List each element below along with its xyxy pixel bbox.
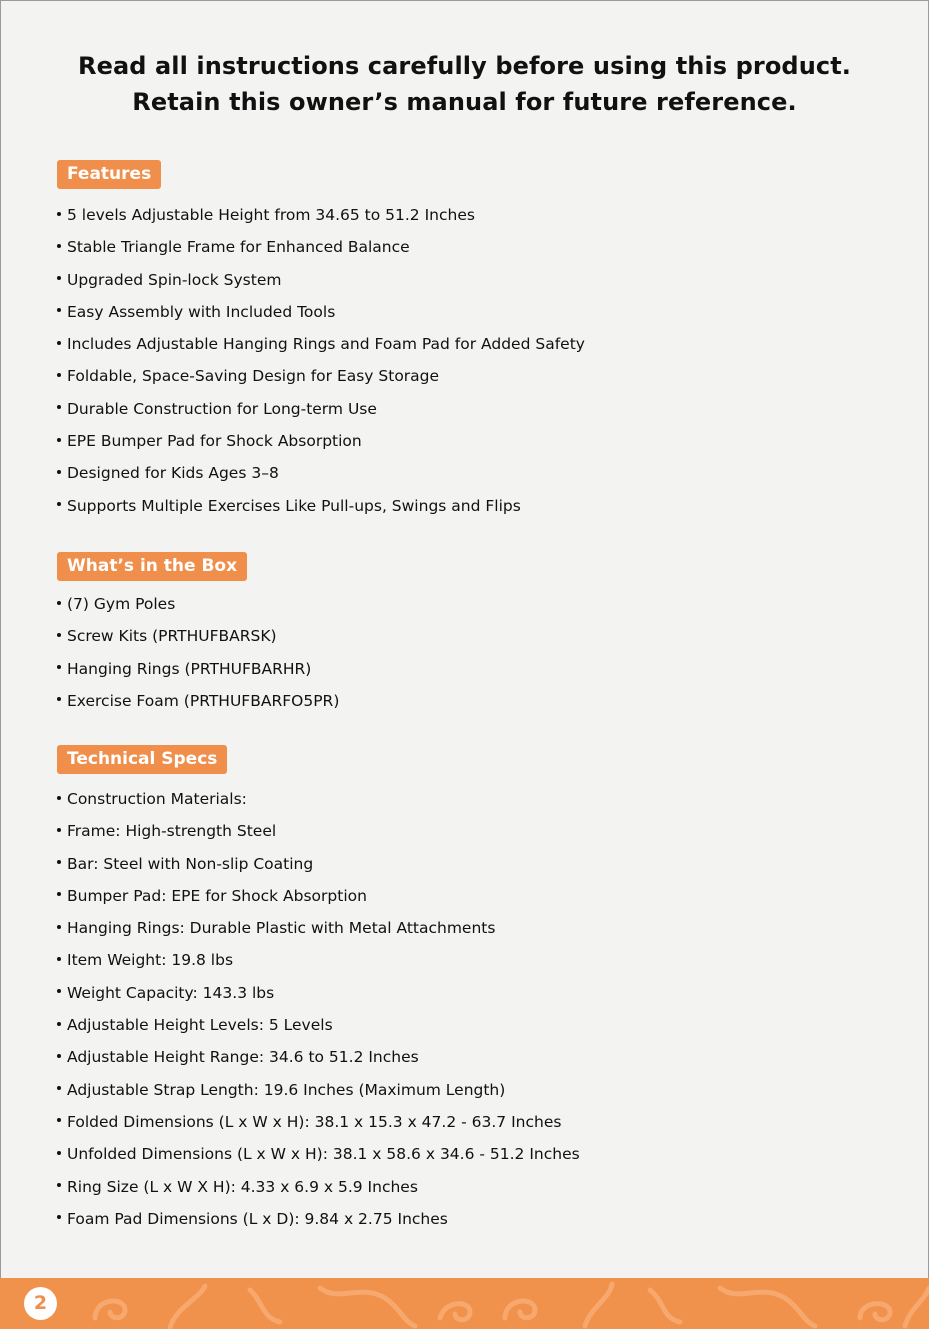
list-item xyxy=(57,296,585,328)
bullet-icon xyxy=(57,308,61,312)
bullet-icon xyxy=(57,373,61,377)
box-contents-section xyxy=(57,552,339,717)
list-item-text: Unfolded Dimensions (L x W x H): 38.1 x 58.6 x 34.6 - 51.2 Inches xyxy=(67,1145,580,1164)
list-item xyxy=(57,328,585,360)
list-item-text: Weight Capacity: 143.3 lbs xyxy=(67,983,275,1002)
list-item-text: Exercise Foam (PRTHUFBARFO5PR) xyxy=(67,691,340,710)
page-number: 2 xyxy=(24,1287,57,1320)
list-item-text: Bumper Pad: EPE for Shock Absorption xyxy=(67,886,367,905)
bullet-icon xyxy=(57,633,61,637)
list-item xyxy=(57,685,339,717)
list-item-text: Durable Construction for Long-term Use xyxy=(67,399,377,418)
bullet-icon xyxy=(57,665,61,669)
list-item-text: Foam Pad Dimensions (L x D): 9.84 x 2.75 Inches xyxy=(67,1209,448,1228)
list-item-text: EPE Bumper Pad for Shock Absorption xyxy=(67,432,362,451)
list-item xyxy=(57,588,339,620)
list-item xyxy=(57,783,580,815)
list-item xyxy=(57,620,339,652)
list-item xyxy=(57,912,580,944)
list-item xyxy=(57,1203,580,1235)
list-item-text: Easy Assembly with Included Tools xyxy=(67,302,336,321)
bullet-icon xyxy=(57,212,61,216)
list-item-text: Stable Triangle Frame for Enhanced Balance xyxy=(67,238,410,257)
list-item xyxy=(57,360,585,392)
list-item xyxy=(57,944,580,976)
list-item xyxy=(57,1106,580,1138)
list-item xyxy=(57,1009,580,1041)
list-item xyxy=(57,199,585,231)
list-item-text: Folded Dimensions (L x W x H): 38.1 x 15.3 x 47.2 - 63.7 Inches xyxy=(67,1112,562,1131)
list-item-text: Foldable, Space-Saving Design for Easy Storage xyxy=(67,367,440,386)
bullet-icon xyxy=(57,925,61,929)
list-item xyxy=(57,393,585,425)
list-item xyxy=(57,231,585,263)
features-list xyxy=(57,199,585,522)
list-item xyxy=(57,425,585,457)
list-item-text: Frame: High-strength Steel xyxy=(67,822,277,841)
bullet-icon xyxy=(57,244,61,248)
technical-specs-section xyxy=(57,745,580,1235)
swirl-pattern-icon xyxy=(0,1278,929,1329)
bullet-icon xyxy=(57,276,61,280)
box-contents-heading: What’s in the Box xyxy=(57,552,247,581)
bullet-icon xyxy=(57,697,61,701)
bullet-icon xyxy=(57,1054,61,1058)
list-item xyxy=(57,815,580,847)
bullet-icon xyxy=(57,828,61,832)
bullet-icon xyxy=(57,1086,61,1090)
footer-band xyxy=(0,1278,929,1329)
bullet-icon xyxy=(57,989,61,993)
list-item-text: Upgraded Spin-lock System xyxy=(67,270,282,289)
intro-line-2: Retain this owner’s manual for future reference. xyxy=(132,88,797,116)
features-section xyxy=(57,160,585,522)
bullet-icon xyxy=(57,957,61,961)
bullet-icon xyxy=(57,470,61,474)
bullet-icon xyxy=(57,860,61,864)
bullet-icon xyxy=(57,892,61,896)
list-item-text: Supports Multiple Exercises Like Pull-ups, Swings and Flips xyxy=(67,496,521,515)
list-item xyxy=(57,848,580,880)
bullet-icon xyxy=(57,502,61,506)
technical-specs-heading: Technical Specs xyxy=(57,745,227,774)
intro-line-1: Read all instructions carefully before using this product. xyxy=(77,52,852,80)
list-item-text: (7) Gym Poles xyxy=(67,595,176,613)
list-item xyxy=(57,1074,580,1106)
technical-specs-list xyxy=(57,783,580,1235)
bullet-icon xyxy=(57,405,61,409)
list-item-text: Hanging Rings: Durable Plastic with Metal Attachments xyxy=(67,919,496,938)
list-item-text: Construction Materials: xyxy=(67,790,247,808)
bullet-icon xyxy=(57,1183,61,1187)
bullet-icon xyxy=(57,796,61,800)
list-item-text: Adjustable Strap Length: 19.6 Inches (Maximum Length) xyxy=(67,1080,506,1099)
list-item-text: 5 levels Adjustable Height from 34.65 to 51.2 Inches xyxy=(67,206,475,224)
list-item xyxy=(57,1171,580,1203)
bullet-icon xyxy=(57,601,61,605)
list-item xyxy=(57,264,585,296)
bullet-icon xyxy=(57,438,61,442)
list-item xyxy=(57,977,580,1009)
intro-notice xyxy=(0,48,929,120)
list-item-text: Item Weight: 19.8 lbs xyxy=(67,951,234,970)
list-item xyxy=(57,490,585,522)
list-item-text: Hanging Rings (PRTHUFBARHR) xyxy=(67,659,312,678)
features-heading: Features xyxy=(57,160,161,189)
list-item-text: Screw Kits (PRTHUFBARSK) xyxy=(67,627,277,646)
bullet-icon xyxy=(57,1215,61,1219)
list-item xyxy=(57,1041,580,1073)
list-item-text: Includes Adjustable Hanging Rings and Foam Pad for Added Safety xyxy=(67,335,585,354)
list-item-text: Designed for Kids Ages 3–8 xyxy=(67,464,279,483)
list-item xyxy=(57,1138,580,1170)
list-item-text: Bar: Steel with Non-slip Coating xyxy=(67,854,314,873)
bullet-icon xyxy=(57,1118,61,1122)
list-item-text: Ring Size (L x W X H): 4.33 x 6.9 x 5.9 Inches xyxy=(67,1177,418,1196)
list-item-text: Adjustable Height Range: 34.6 to 51.2 Inches xyxy=(67,1048,419,1067)
list-item xyxy=(57,653,339,685)
bullet-icon xyxy=(57,1022,61,1026)
list-item-text: Adjustable Height Levels: 5 Levels xyxy=(67,1016,333,1035)
list-item xyxy=(57,457,585,489)
bullet-icon xyxy=(57,1151,61,1155)
box-contents-list xyxy=(57,588,339,717)
list-item xyxy=(57,880,580,912)
bullet-icon xyxy=(57,341,61,345)
